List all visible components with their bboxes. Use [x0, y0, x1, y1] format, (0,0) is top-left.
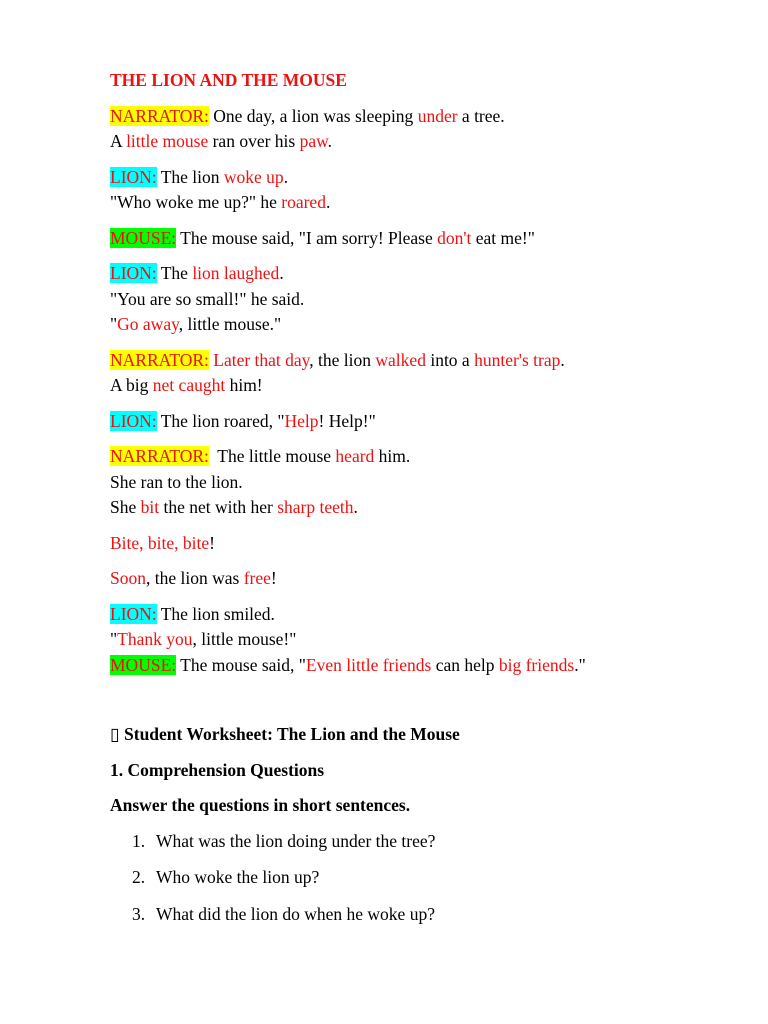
speaker-tag-lion: LION: — [110, 263, 157, 283]
question-item — [110, 865, 730, 891]
story-line — [110, 495, 730, 521]
text-run: The lion smiled. — [156, 603, 275, 624]
highlighted-word: Soon — [110, 568, 146, 588]
highlighted-word: Help — [284, 410, 319, 431]
text-run: ! — [209, 532, 215, 553]
text-run: can help — [431, 654, 499, 675]
text-run: . — [353, 497, 358, 517]
text-run: A big — [110, 375, 153, 395]
text-run: The lion — [156, 166, 224, 187]
worksheet-section-title: 1. Comprehension Questions — [110, 759, 325, 780]
question-item — [110, 902, 730, 928]
story-paragraph — [110, 104, 730, 155]
highlighted-word: walked — [375, 349, 426, 370]
question-text: What was the lion doing under the tree? — [156, 830, 436, 851]
highlighted-word: lion laughed — [192, 263, 280, 283]
text-run: , little mouse!" — [192, 629, 297, 649]
worksheet-instruction: Answer the questions in short sentences. — [110, 795, 411, 815]
story-paragraph — [110, 261, 730, 338]
speaker-tag-narrator: NARRATOR: — [110, 349, 209, 370]
text-run: . — [560, 349, 565, 370]
text-run: A — [110, 131, 127, 151]
text-run: ran over his — [208, 131, 300, 151]
document-page — [110, 68, 730, 938]
highlighted-word: sharp teeth — [277, 497, 354, 517]
story-line — [110, 653, 730, 679]
text-run: " — [110, 629, 118, 649]
story-line — [110, 104, 730, 130]
speaker-tag-narrator: NARRATOR: — [110, 105, 209, 126]
text-run: into a — [425, 349, 475, 370]
highlighted-word: Go away — [117, 314, 179, 334]
highlighted-word: Later that day — [213, 349, 310, 370]
text-run: eat me!" — [471, 227, 535, 248]
text-run: the net with her — [159, 497, 278, 517]
story-paragraph — [110, 602, 730, 679]
story-line — [110, 627, 730, 653]
highlighted-word: roared — [281, 192, 326, 212]
story-paragraph — [110, 226, 730, 252]
story-paragraph — [110, 165, 730, 216]
speaker-tag-lion: LION: — [110, 166, 157, 187]
story-paragraph — [110, 348, 730, 399]
story-line — [110, 444, 730, 470]
text-run: . — [325, 192, 331, 212]
text-run: "Who woke me up?" he — [110, 192, 282, 212]
story-line — [110, 287, 730, 313]
text-run: The — [156, 263, 193, 283]
highlighted-word: little mouse — [126, 131, 209, 151]
text-run: a tree. — [457, 105, 505, 126]
text-run: The lion roared, " — [156, 410, 285, 431]
story-line — [110, 531, 730, 557]
story-line — [110, 470, 730, 496]
highlighted-word: paw — [299, 131, 328, 151]
speaker-tag-mouse: MOUSE: — [110, 654, 177, 675]
story-line — [110, 348, 730, 374]
highlighted-word: under — [417, 105, 458, 126]
story-line — [110, 373, 730, 399]
question-text: What did the lion do when he woke up? — [156, 903, 435, 924]
question-item — [110, 829, 730, 855]
story-line — [110, 312, 730, 338]
question-list — [110, 829, 730, 928]
highlighted-word: bit — [140, 497, 160, 517]
story-paragraph — [110, 566, 730, 592]
question-text: Who woke the lion up? — [156, 867, 320, 887]
highlighted-word: Thank you — [117, 629, 193, 649]
text-run: The little mouse — [208, 446, 336, 466]
text-run: . — [279, 263, 284, 283]
story-line — [110, 165, 730, 191]
text-run: ! — [270, 568, 277, 588]
highlighted-word: net caught — [152, 375, 226, 395]
highlighted-word: hunter's trap — [474, 349, 561, 370]
text-run: "You are so small!" he said. — [110, 288, 305, 309]
story-paragraph — [110, 444, 730, 521]
highlighted-word: heard — [335, 446, 375, 466]
text-run: . — [327, 131, 332, 151]
text-run: One day, a lion was sleeping — [208, 105, 418, 126]
text-run: The mouse said, " — [176, 654, 306, 675]
highlighted-word: woke up — [223, 166, 284, 187]
speaker-tag-narrator: NARRATOR: — [110, 446, 209, 466]
text-run: ." — [574, 654, 586, 675]
text-run: , the lion was — [145, 568, 244, 588]
text-run: The mouse said, "I am sorry! Please — [176, 227, 438, 248]
highlighted-word: big friends — [498, 654, 575, 675]
story-line — [110, 409, 730, 435]
story-line — [110, 566, 730, 592]
text-run: She ran to the lion. — [110, 471, 243, 492]
story-line — [110, 190, 730, 216]
speaker-tag-mouse: MOUSE: — [110, 227, 177, 248]
text-run: " — [110, 314, 118, 334]
text-run: , the lion — [309, 349, 376, 370]
text-run: . — [283, 166, 289, 187]
speaker-tag-lion: LION: — [110, 410, 157, 431]
highlighted-word: Bite, bite, bite — [110, 532, 210, 553]
story-line — [110, 226, 730, 252]
question-number: 2. — [132, 867, 146, 887]
text-run: , little mouse." — [178, 314, 282, 334]
story-line — [110, 129, 730, 155]
story-title: THE LION AND THE MOUSE — [110, 70, 347, 90]
story-line — [110, 261, 730, 287]
text-run: him. — [374, 446, 411, 466]
text-run: She — [110, 497, 141, 517]
story-body — [110, 104, 730, 679]
worksheet-heading: ▯ Student Worksheet: The Lion and the Mouse — [110, 724, 460, 744]
text-run: him! — [225, 375, 263, 395]
text-run: ! Help!" — [318, 410, 376, 431]
section-spacer — [110, 688, 730, 722]
question-number: 1. — [132, 830, 146, 851]
speaker-tag-lion: LION: — [110, 603, 157, 624]
highlighted-word: don't — [437, 227, 472, 248]
highlighted-word: Even little friends — [305, 654, 432, 675]
story-line — [110, 602, 730, 628]
highlighted-word: free — [243, 568, 271, 588]
question-number: 3. — [132, 903, 146, 924]
story-paragraph — [110, 531, 730, 557]
story-paragraph — [110, 409, 730, 435]
